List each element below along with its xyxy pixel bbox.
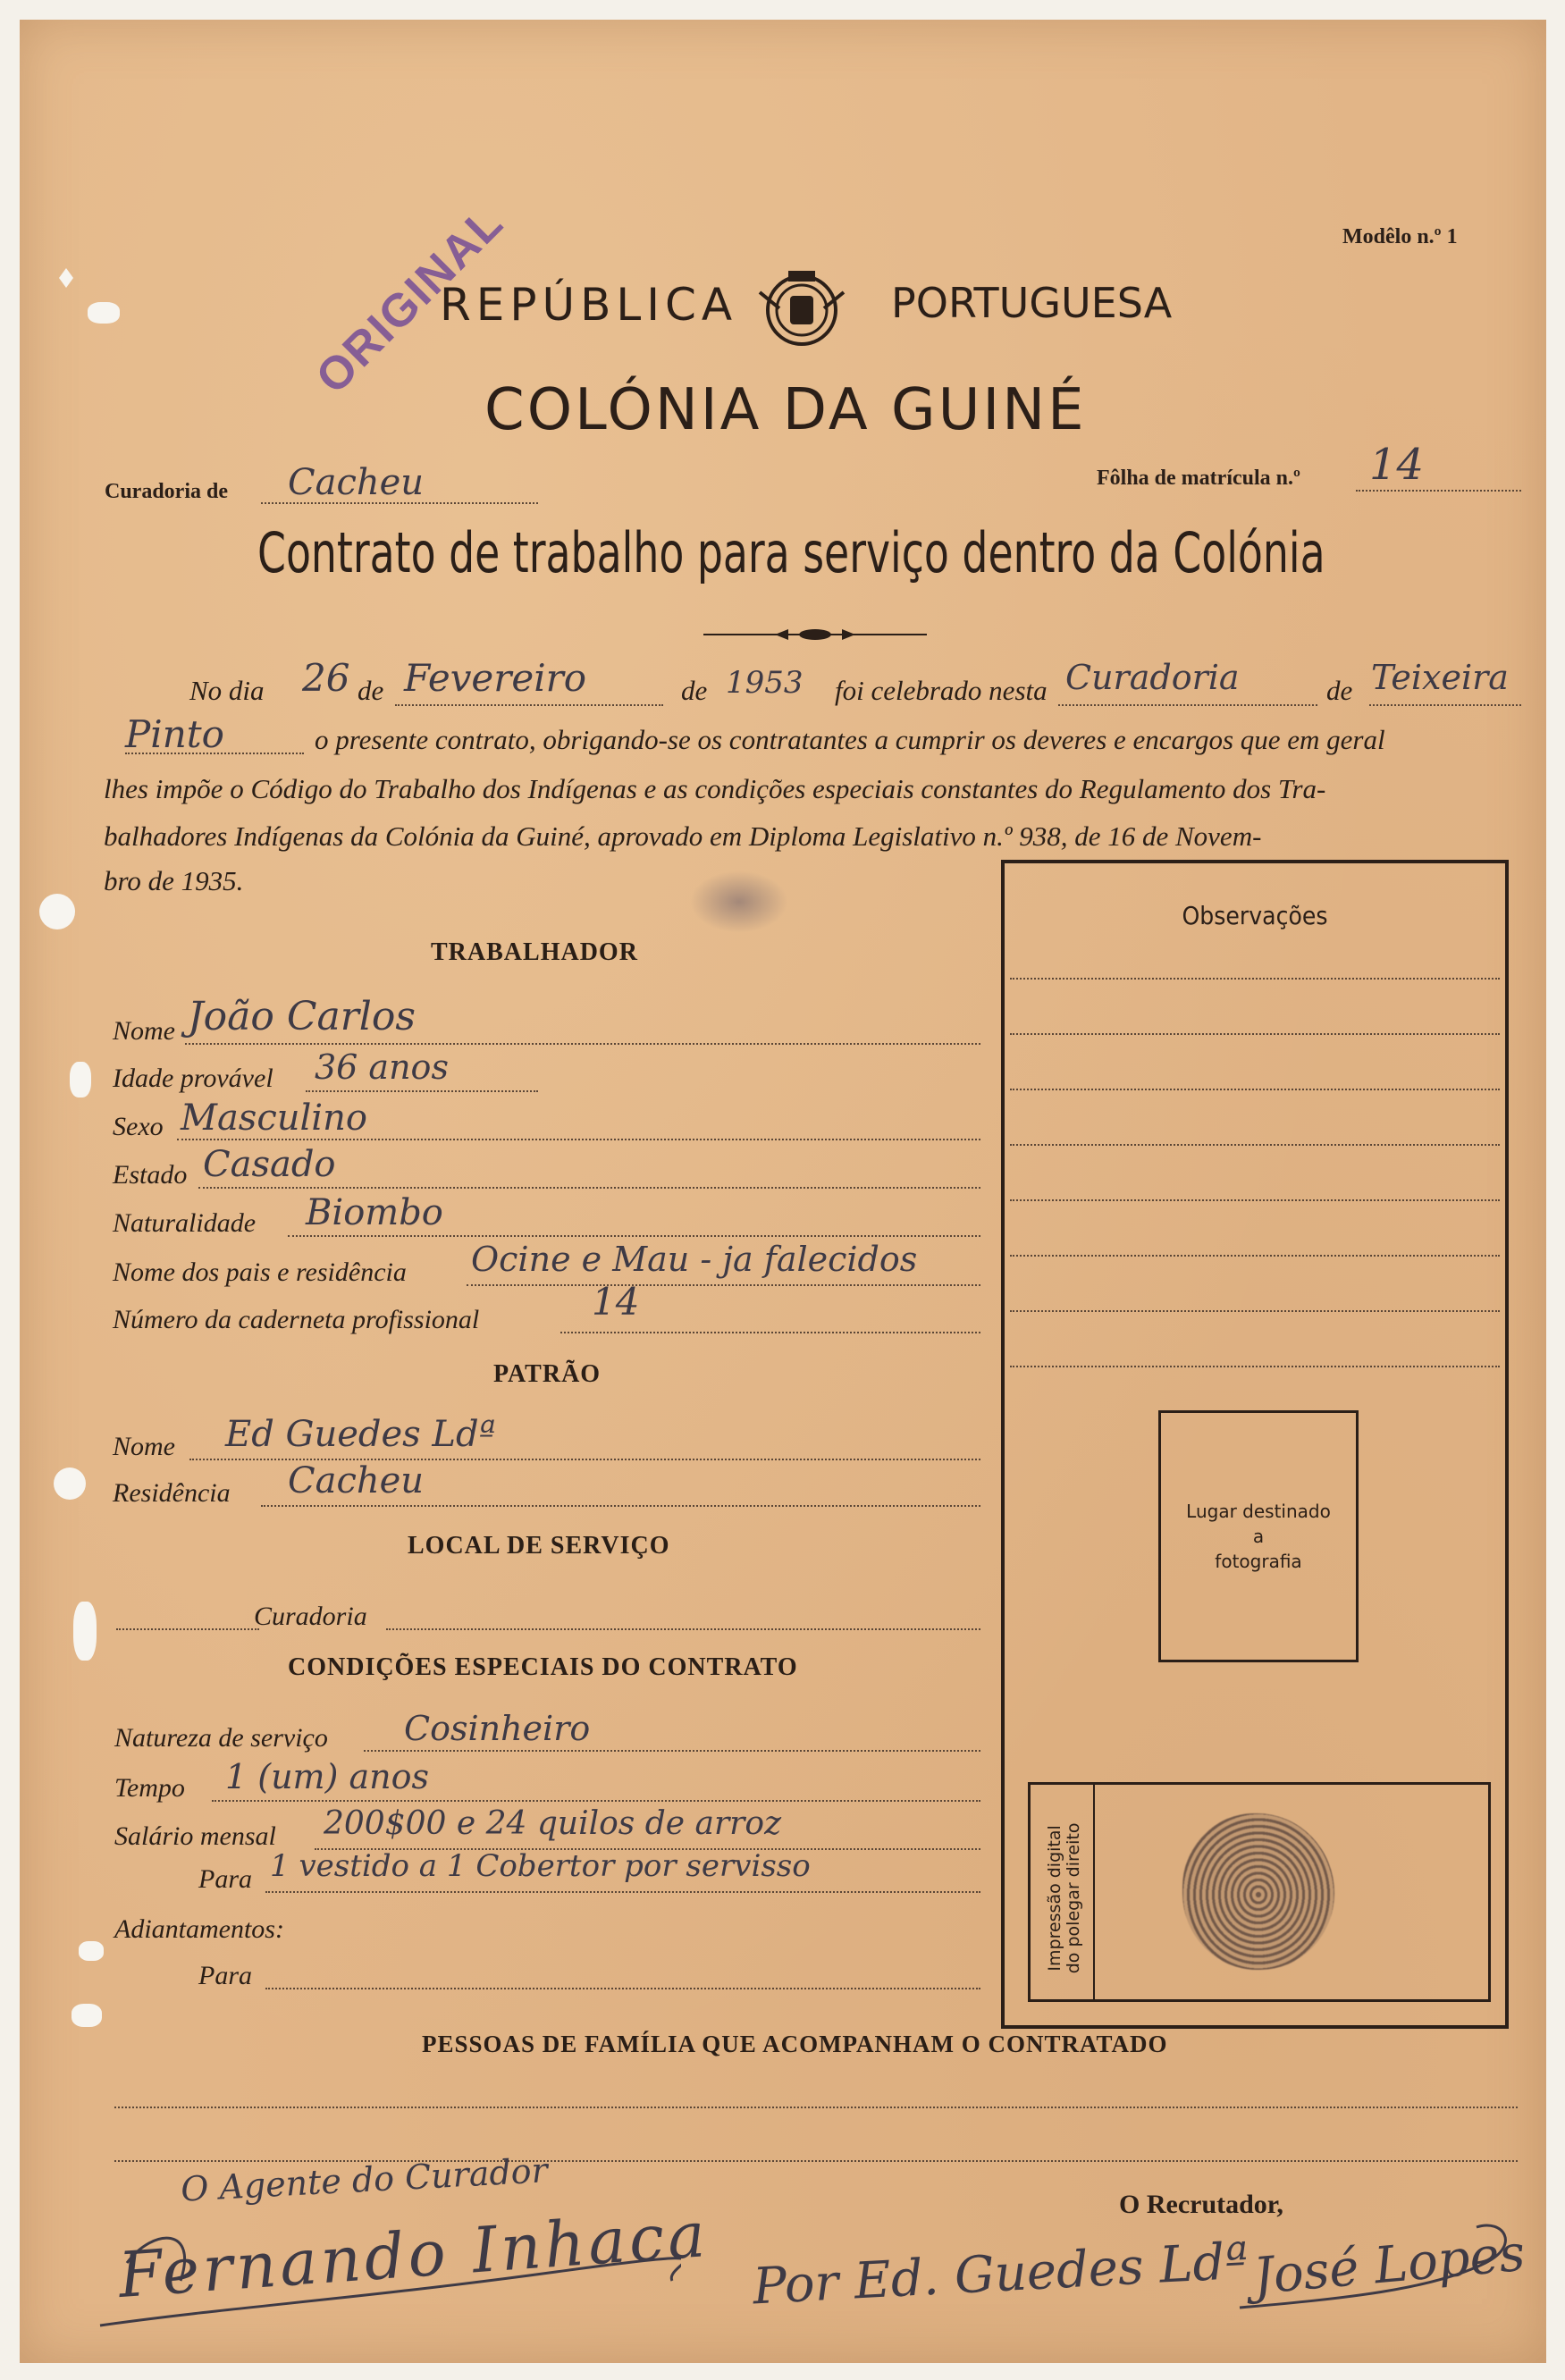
intro-line5: bro de 1935. xyxy=(104,865,244,896)
recrutador-signature-flourish-icon xyxy=(1235,2209,1530,2325)
contract-title: Contrato de trabalho para serviço dentro da Colónia xyxy=(257,520,1325,585)
intro-no-dia: No dia xyxy=(189,675,265,706)
cond-label-adiantamentos: Adiantamentos: xyxy=(114,1914,284,1944)
patrao-label-nome: Nome xyxy=(113,1432,175,1461)
thumbprint-box xyxy=(1028,1782,1491,2002)
cond-value-natureza: Cosinheiro xyxy=(404,1709,591,1748)
thumbprint-label-1: Impressão digital xyxy=(1045,1825,1065,1972)
family-heading: PESSOAS DE FAMÍLIA QUE ACOMPANHAM O CONTRATADO xyxy=(422,2031,1168,2057)
cond-label-para1: Para xyxy=(198,1864,252,1894)
intro-day: 26 xyxy=(302,656,350,700)
field-value-nome: João Carlos xyxy=(188,994,416,1039)
patrao-value-residencia: Cacheu xyxy=(288,1460,425,1501)
photo-placeholder xyxy=(1158,1410,1359,1662)
curadoria-label: Curadoria de xyxy=(105,480,228,503)
paper-tear xyxy=(73,1602,97,1661)
intro-place3: Pinto xyxy=(125,712,224,756)
observacoes-box xyxy=(1001,860,1509,2029)
recrutador-title: O Recrutador, xyxy=(1119,2190,1283,2219)
intro-de3: de xyxy=(1326,675,1353,706)
field-value-pais: Ocine e Mau - ja falecidos xyxy=(471,1240,918,1279)
republic-right: PORTUGUESA xyxy=(891,279,1173,327)
cond-label-para2: Para xyxy=(198,1961,252,1990)
folha-value: 14 xyxy=(1369,440,1425,490)
field-label-sexo: Sexo xyxy=(113,1112,164,1141)
field-label-naturalidade: Naturalidade xyxy=(113,1208,257,1238)
folha-label: Fôlha de matrícula n.º xyxy=(1097,467,1300,490)
intro-celebrado: foi celebrado nesta xyxy=(835,675,1048,706)
photo-label-3: fotografia xyxy=(1215,1551,1302,1572)
intro-de2: de xyxy=(681,675,708,706)
patrao-label-residencia: Residência xyxy=(113,1478,231,1508)
patrao-value-nome: Ed Guedes Ldª xyxy=(225,1414,496,1455)
model-number: Modêlo n.º 1 xyxy=(1342,225,1458,248)
photo-label-2: a xyxy=(1252,1526,1265,1547)
cond-value-tempo: 1 (um) anos xyxy=(225,1757,429,1796)
cond-value-para1: 1 vestido a 1 Cobertor por servisso xyxy=(270,1848,811,1884)
cond-label-natureza: Natureza de serviço xyxy=(114,1723,328,1753)
coat-of-arms-icon xyxy=(753,265,851,346)
local-label: Curadoria xyxy=(254,1602,367,1631)
field-value-naturalidade: Biombo xyxy=(306,1192,443,1233)
field-value-caderneta: 14 xyxy=(592,1280,640,1324)
paper-tear xyxy=(72,2004,102,2027)
ornament-divider-icon xyxy=(703,624,927,645)
local-heading: LOCAL DE SERVIÇO xyxy=(408,1532,670,1560)
original-stamp: ORIGINAL xyxy=(306,196,514,404)
cond-label-tempo: Tempo xyxy=(114,1773,185,1803)
colony-title: COLÓNIA DA GUINÉ xyxy=(484,377,1087,443)
paper-tear xyxy=(88,302,120,324)
document-page xyxy=(20,20,1546,2363)
intro-line3: lhes impõe o Código do Trabalho dos Indígenas e as condições especiais constantes do Regulamento dos Tra- xyxy=(104,773,1326,804)
agente-title: O Agente do Curador xyxy=(180,2150,549,2209)
thumbprint-mark xyxy=(1182,1813,1334,1970)
punch-hole xyxy=(39,894,75,929)
agente-signature: Fernando Inhaca xyxy=(115,2198,711,2312)
intro-line4: balhadores Indígenas da Colónia da Guiné, aprovado em Diploma Legislativo n.º 938, de 16 de Novem- xyxy=(104,820,1262,852)
field-label-estado: Estado xyxy=(113,1160,188,1190)
intro-line2: o presente contrato, obrigando-se os contratantes a cumprir os deveres e encargos que em geral xyxy=(315,724,1385,755)
condicoes-heading: CONDIÇÕES ESPECIAIS DO CONTRATO xyxy=(288,1653,798,1681)
agente-signature-flourish-icon xyxy=(91,2209,681,2334)
field-label-pais: Nome dos pais e residência xyxy=(113,1257,407,1287)
intro-place1: Curadoria xyxy=(1065,658,1240,697)
field-value-estado: Casado xyxy=(203,1144,336,1185)
cond-label-salario: Salário mensal xyxy=(114,1821,276,1851)
field-label-caderneta: Número da caderneta profissional xyxy=(113,1305,480,1334)
thumbprint-label-2: do polegar direito xyxy=(1064,1822,1083,1974)
ink-smudge xyxy=(690,870,788,933)
punch-hole xyxy=(54,1468,86,1500)
photo-label-1: Lugar destinado xyxy=(1186,1501,1331,1522)
recrutador-signature: Por Ed. Guedes Ldª xyxy=(751,2232,1250,2317)
paper-tear xyxy=(70,1062,91,1097)
curadoria-value: Cacheu xyxy=(288,462,425,503)
observacoes-heading: Observações xyxy=(1182,901,1328,930)
field-label-nome: Nome xyxy=(113,1016,175,1046)
thumbprint-label xyxy=(1046,1800,1083,1997)
field-label-idade: Idade provável xyxy=(113,1064,273,1093)
field-value-sexo: Masculino xyxy=(181,1097,367,1139)
intro-place2: Teixeira xyxy=(1371,658,1509,697)
field-value-idade: 36 anos xyxy=(315,1047,449,1087)
paper-tear xyxy=(59,268,73,288)
patrao-heading: PATRÃO xyxy=(493,1360,602,1388)
republic-left: REPÚBLICA xyxy=(440,279,738,331)
recrutador-signature-2: José Lopes xyxy=(1250,2224,1527,2307)
intro-year: 1953 xyxy=(726,665,804,701)
paper-tear xyxy=(79,1941,104,1961)
trabalhador-heading: TRABALHADOR xyxy=(431,938,638,966)
intro-de1: de xyxy=(358,675,384,706)
cond-value-salario: 200$00 e 24 quilos de arroz xyxy=(324,1805,782,1842)
intro-month: Fevereiro xyxy=(404,656,587,700)
